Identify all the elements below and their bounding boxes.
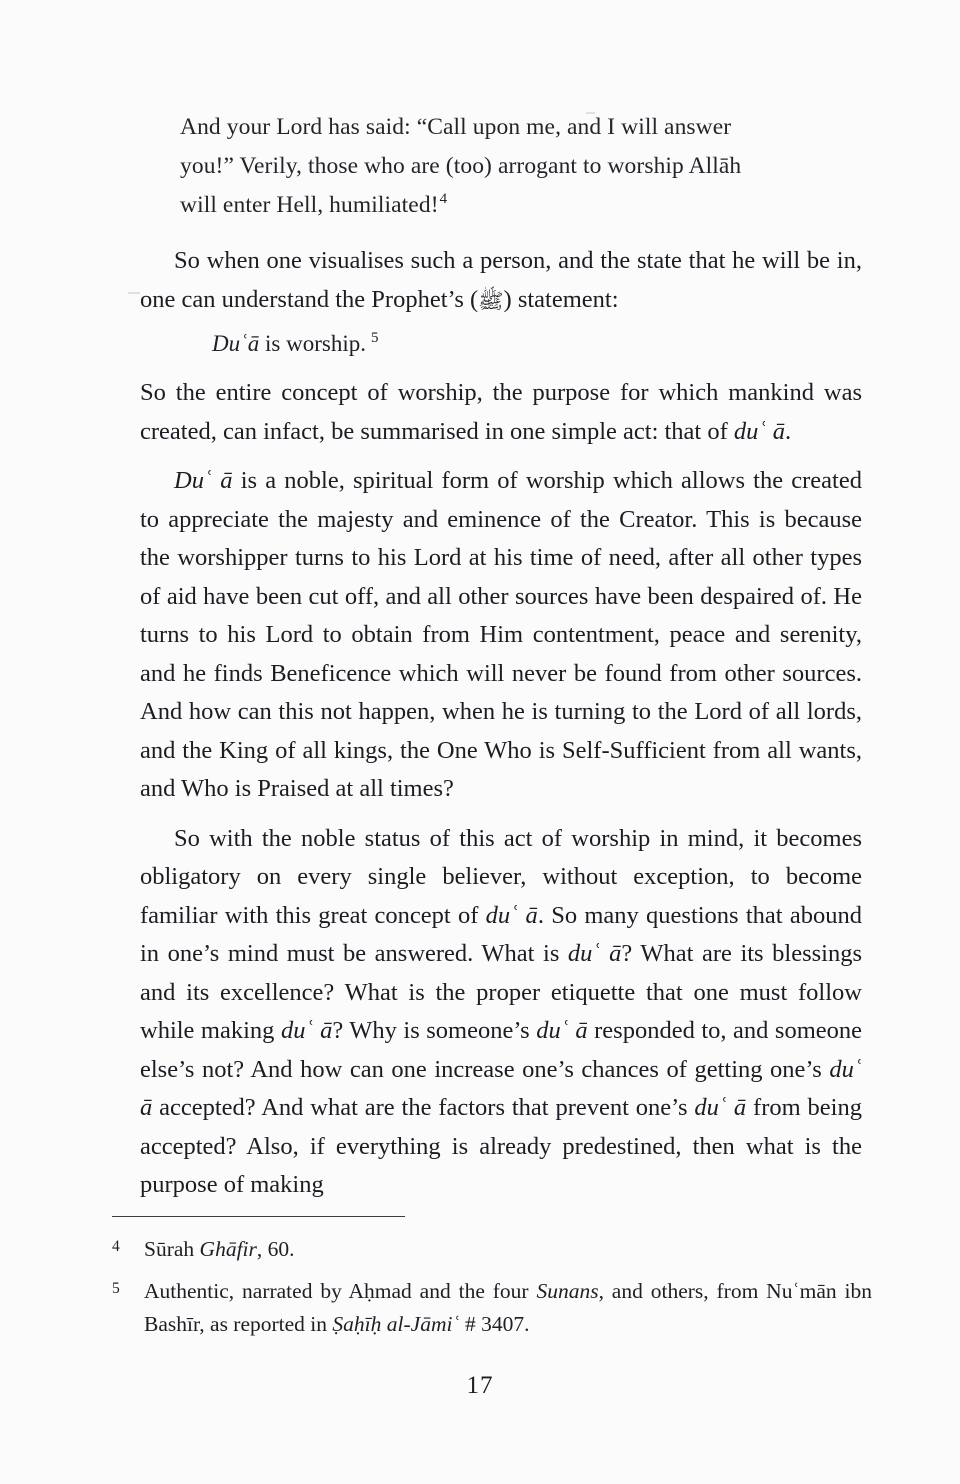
footnote-marker-5[interactable]: 5 <box>371 330 379 347</box>
quote-line-1: And your Lord has said: “Call upon me, and I will answer <box>180 114 732 140</box>
p4-seg5: responded to, and someone else’s not? And how can one increase one’s chances of getting one’s <box>140 1017 862 1083</box>
p4-term2: duʿ ā <box>567 940 622 967</box>
paragraph-entire-concept <box>140 374 862 451</box>
scan-speck <box>128 292 140 294</box>
hadith-term-alif: ā <box>247 331 260 356</box>
footnote-4-post: , 60. <box>256 1237 295 1261</box>
footnote-5-sunans: Sunans <box>536 1279 599 1303</box>
p4-term1: duʿ ā <box>485 901 538 929</box>
spacer <box>140 451 862 462</box>
paragraph-visualises-part2: ) statement: <box>503 285 619 313</box>
footnote-separator-rule <box>112 1216 405 1217</box>
p4-seg4: ? Why is someone’s <box>332 1017 537 1044</box>
footnote-5-seg2: , and others, from Nuʿmān ibn Bashīr, as reported in <box>144 1279 872 1336</box>
paragraph-noble-spiritual <box>140 462 862 809</box>
footnote-text-4 <box>144 1233 872 1266</box>
page-number: 17 <box>466 1372 494 1399</box>
paragraph-noble-status <box>140 820 862 1205</box>
footnote-4-pre: Sūrah <box>144 1237 200 1261</box>
footnotes-section <box>112 1216 872 1350</box>
hadith-quote-line <box>140 325 862 363</box>
footnote-number-5: 5 <box>112 1280 120 1297</box>
quran-quote-block <box>140 108 862 225</box>
footnote-5-seg1: Authentic, narrated by Aḥmad and the four <box>144 1279 537 1303</box>
p4-seg6: accepted? And what are the factors that prevent one’s <box>152 1094 695 1121</box>
footnote-item-4 <box>112 1233 872 1266</box>
page-content <box>140 108 862 1205</box>
footnote-4-surah-name: Ghāfir <box>199 1237 257 1261</box>
p4-term3: duʿ ā <box>280 1017 333 1044</box>
footnote-5-seg3: # 3407. <box>459 1312 530 1336</box>
hadith-rest: is worship. <box>259 331 366 356</box>
paragraph-entire-concept-part2: . <box>784 417 792 445</box>
hadith-term-ayn: ʿ <box>240 331 248 356</box>
paragraph-noble-spiritual-body: is a noble, spiritual form of worship which allows the created to appreciate the majesty and eminence of the Creator. This is because the worshipper turns to his Lord at his time of need, after all other types of aid have been cut off, and all other sources have been despaired of. He turns to his Lord to obtain from Him contentment, peace and serenity, and he finds Beneficence which will never be found from other sources. And how can this not happen, when he is turning to the Lord of all lords, and the King of all kings, the One Who is Self-Sufficient from all wants, and Who is Praised at all times? <box>140 467 862 802</box>
quote-line-3: will enter Hell, humiliated! <box>180 192 439 218</box>
p4-seg1: So with the noble status of this act of worship in mind, it becomes obligatory on every single believer, without exception, to become familiar with this great concept of <box>140 824 862 929</box>
p4-seg3: ? What are its blessings and its excellence? What is the proper etiquette that one must follow while making <box>140 940 862 1044</box>
quote-line-2: you!” Verily, those who are (too) arrogant to worship Allāh <box>180 153 742 179</box>
spacer <box>140 363 862 374</box>
paragraph-visualises <box>140 242 862 319</box>
spacer <box>140 231 862 242</box>
footnote-item-5 <box>112 1275 872 1341</box>
p4-term5: duʿ ā <box>140 1055 862 1121</box>
p4-term4: duʿ ā <box>536 1017 588 1044</box>
p4-seg2: . So many questions that abound in one’s mind must be answered. What is <box>140 901 862 967</box>
term-dua-lead: Duʿ ā <box>174 467 233 494</box>
footnote-marker-4[interactable]: 4 <box>439 191 448 208</box>
p4-term6: duʿ ā <box>694 1094 747 1121</box>
p4-seg7: from being accepted? Also, if everything is already predestined, then what is the purpose of making <box>140 1094 862 1198</box>
term-dua-inline: duʿ ā <box>733 417 785 445</box>
paragraph-entire-concept-part1: So the entire concept of worship, the purpose for which mankind was created, can infact, be summarised in one simple act: that of <box>140 379 862 445</box>
hadith-term-du: Du <box>212 331 241 356</box>
paragraph-visualises-part1: So when one visualises such a person, and the state that he will be in, one can understand the Prophet’s ( <box>140 247 862 313</box>
footnote-5-sahih-al-jami: Ṣaḥīḥ al-Jāmiʿ <box>332 1312 460 1336</box>
spacer <box>140 809 862 820</box>
footnote-number-4: 4 <box>112 1238 120 1255</box>
sallallahu-alayhi-wasallam-icon: ﷺ <box>478 288 504 313</box>
footnote-text-5 <box>144 1275 872 1341</box>
